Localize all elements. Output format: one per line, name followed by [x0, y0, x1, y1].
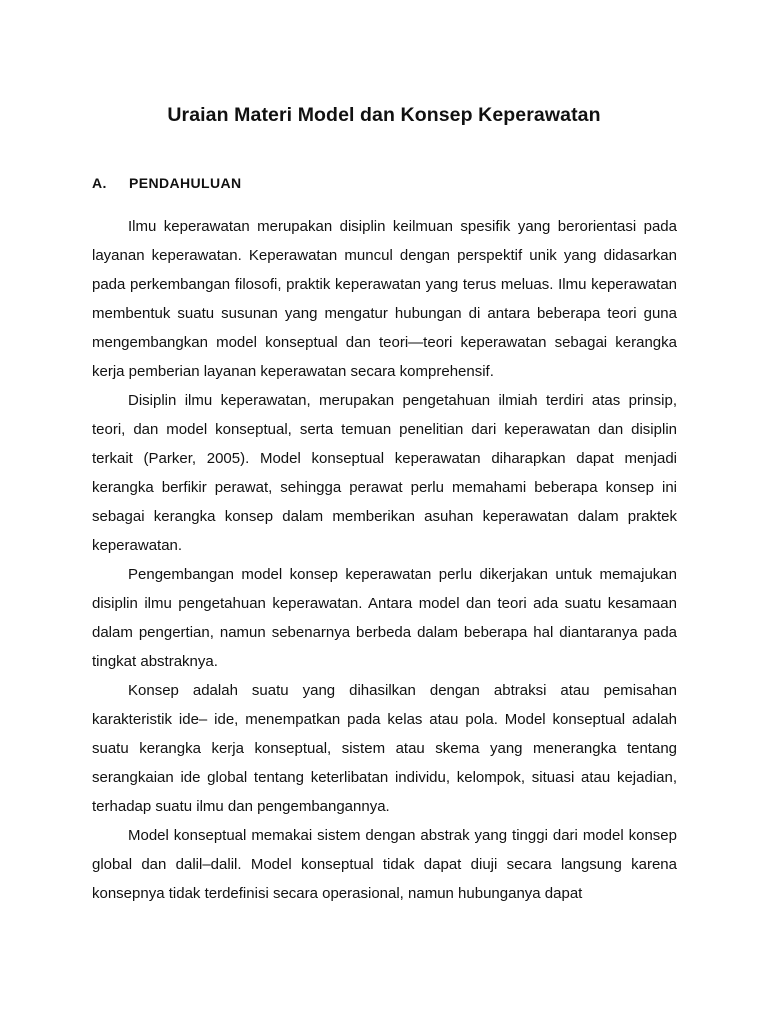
section-title: PENDAHULUAN — [129, 175, 242, 191]
section-heading — [92, 175, 242, 191]
document-title: Uraian Materi Model dan Konsep Keperawatan — [167, 104, 601, 126]
paragraph: Pengembangan model konsep keperawatan perlu dikerjakan untuk memajukan disiplin ilmu pengetahuan keperawatan. Antara model dan teori ada suatu kesamaan dalam pengertian, namun sebenarnya berbeda dalam beberapa hal diantaranya pada tingkat abstraknya. — [92, 566, 677, 670]
paragraph: Model konseptual memakai sistem dengan abstrak yang tinggi dari model konsep global dan dalil–dalil. Model konseptual tidak dapat diuji secara langsung karena konsepnya tidak terdefinisi secara operasional, namun hubunganya dapat — [92, 827, 677, 902]
section-number: A. — [92, 175, 107, 191]
paragraph: Disiplin ilmu keperawatan, merupakan pengetahuan ilmiah terdiri atas prinsip, teori, dan model konseptual, serta temuan penelitian dari keperawatan dan disiplin terkait (Parker, 2005). Model konseptual keperawatan diharapkan dapat menjadi kerangka berfikir perawat, sehingga perawat perlu memahami beberapa konsep ini sebagai kerangka konsep dalam memberikan asuhan keperawatan dalam praktek keperawatan. — [92, 392, 677, 554]
document-body — [92, 212, 677, 908]
paragraph: Konsep adalah suatu yang dihasilkan dengan abtraksi atau pemisahan karakteristik ide– ide, menempatkan pada kelas atau pola. Model konseptual adalah suatu kerangka kerja konseptual, sistem atau skema yang menerangka tentang serangkaian ide global tentang keterlibatan individu, kelompok, situasi atau kejadian, terhadap suatu ilmu dan pengembangannya. — [92, 682, 677, 815]
paragraph: Ilmu keperawatan merupakan disiplin keilmuan spesifik yang berorientasi pada layanan keperawatan. Keperawatan muncul dengan perspektif unik yang didasarkan pada perkembangan filosofi, praktik keperawatan yang terus meluas. Ilmu keperawatan membentuk suatu susunan yang mengatur hubungan di antara beberapa teori guna mengembangkan model konseptual dan teori—teori keperawatan sebagai kerangka kerja pemberian layanan keperawatan secara komprehensif. — [92, 218, 677, 380]
